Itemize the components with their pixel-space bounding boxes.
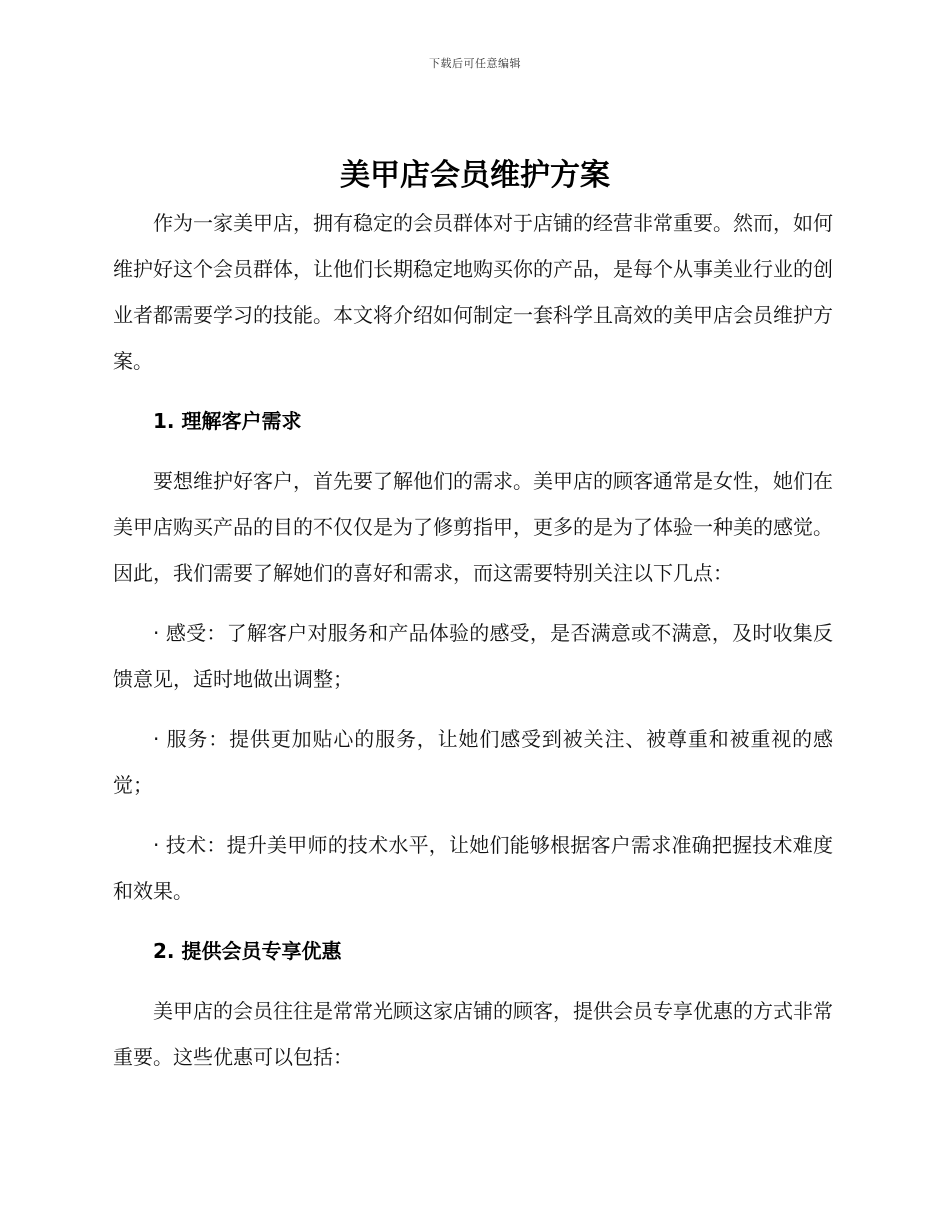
- section-heading-member-discounts: 2. 提供会员专享优惠: [153, 939, 342, 963]
- intro-paragraph: 作为一家美甲店，拥有稳定的会员群体对于店铺的经营非常重要。然而，如何维护好这个会员群体，让他们长期稳定地购买你的产品，是每个从事美业行业的创业者都需要学习的技能。本文将介绍如何制定一套科学且高效的美甲店会员维护方案。: [113, 211, 833, 373]
- spacer: [113, 702, 833, 716]
- document-body: [113, 200, 833, 1080]
- spacer: [113, 974, 833, 988]
- section-paragraph-understand-needs: 要想维护好客户，首先要了解他们的需求。美甲店的顾客通常是女性，她们在美甲店购买产品的目的不仅仅是为了修剪指甲，更多的是为了体验一种美的感觉。因此，我们需要了解她们的喜好和需求，而这需要特别关注以下几点：: [113, 469, 833, 585]
- page-header-note: 下载后可任意编辑: [429, 57, 521, 70]
- bullet-item-service: · 服务：提供更加贴心的服务，让她们感受到被关注、被尊重和被重视的感觉；: [113, 727, 833, 797]
- spacer: [113, 596, 833, 610]
- section-paragraph-member-discounts: 美甲店的会员往往是常常光顾这家店铺的顾客，提供会员专享优惠的方式非常重要。这些优惠可以包括：: [113, 999, 833, 1069]
- document-title: 美甲店会员维护方案: [340, 158, 610, 193]
- spacer: [113, 808, 833, 822]
- spacer: [113, 444, 833, 458]
- section-heading-understand-needs: 1. 理解客户需求: [153, 409, 302, 433]
- bullet-item-feeling: · 感受：了解客户对服务和产品体验的感受，是否满意或不满意，及时收集反馈意见，适时地做出调整；: [113, 621, 833, 691]
- spacer: [113, 384, 833, 398]
- bullet-item-technique: · 技术：提升美甲师的技术水平，让她们能够根据客户需求准确把握技术难度和效果。: [113, 833, 833, 903]
- spacer: [113, 914, 833, 928]
